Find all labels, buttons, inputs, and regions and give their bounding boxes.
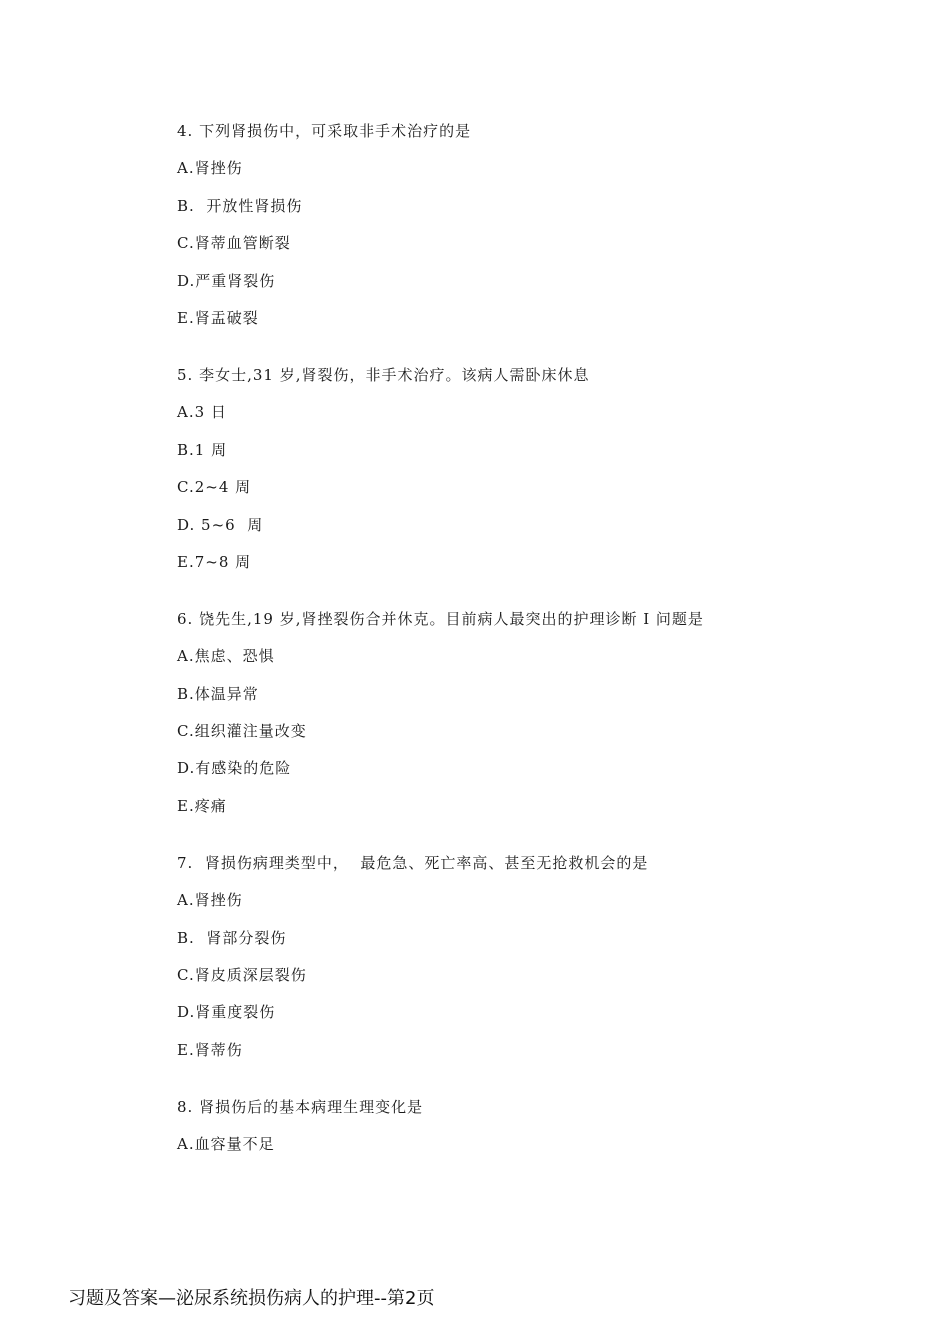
question-8 [177, 1097, 877, 1154]
option-b: B.1 周 [177, 440, 228, 459]
option-e: E.肾蒂伤 [177, 1040, 243, 1059]
option-a: A.焦虑、恐惧 [177, 647, 275, 666]
question-stem: 6. 饶先生,19 岁,肾挫裂伤合并休克。目前病人最突出的护理诊断 I 问题是 [177, 609, 704, 628]
option-d: D. 5~6 周 [177, 515, 264, 534]
option-a: A.3 日 [177, 403, 227, 422]
question-5 [177, 365, 877, 572]
option-a: A.肾挫伤 [177, 891, 243, 910]
question-4 [177, 121, 877, 328]
page-footer: 习题及答案—泌尿系统损伤病人的护理--第2页 [68, 1288, 435, 1309]
option-b: B.体温异常 [177, 684, 259, 703]
option-a: A.肾挫伤 [177, 159, 243, 178]
question-7 [177, 853, 877, 1060]
question-stem: 7. 肾损伤病理类型中， 最危急、死亡率高、甚至无抢救机会的是 [177, 853, 649, 872]
option-a: A.血容量不足 [177, 1135, 275, 1154]
option-d: D.严重肾裂伤 [177, 271, 276, 290]
option-b: B. 肾部分裂伤 [177, 928, 287, 947]
option-c: C.2~4 周 [177, 478, 252, 497]
question-stem: 8. 肾损伤后的基本病理生理变化是 [177, 1097, 424, 1116]
option-c: C.肾蒂血管断裂 [177, 234, 291, 253]
question-6 [177, 609, 877, 816]
option-e: E.肾盂破裂 [177, 308, 259, 327]
option-c: C.组织灌注量改变 [177, 722, 307, 741]
option-e: E.疼痛 [177, 796, 227, 815]
option-b: B. 开放性肾损伤 [177, 196, 303, 215]
option-c: C.肾皮质深层裂伤 [177, 966, 307, 985]
option-e: E.7~8 周 [177, 552, 252, 571]
option-d: D.有感染的危险 [177, 759, 292, 778]
question-stem: 4. 下列肾损伤中，可采取非手术治疗的是 [177, 122, 472, 140]
question-list [177, 121, 877, 1191]
question-stem: 5. 李女士,31 岁,肾裂伤，非手术治疗。该病人需卧床休息 [177, 365, 590, 384]
option-d: D.肾重度裂伤 [177, 1003, 276, 1022]
